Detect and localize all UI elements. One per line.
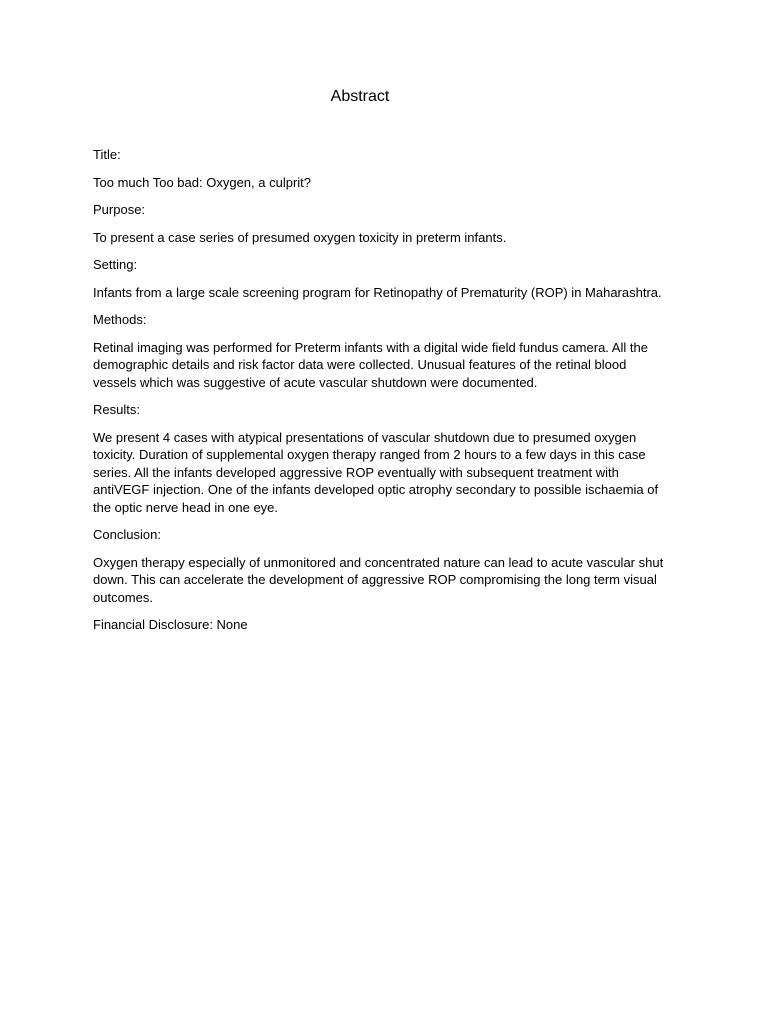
title-text: Too much Too bad: Oxygen, a culprit? [93, 174, 311, 190]
results-text: We present 4 cases with atypical presentations of vascular shutdown due to presumed oxygen toxicity. Duration of supplemental oxygen therapy ranged from 2 hours to a few days in this case series. All the infants developed aggressive ROP eventually with subsequent treatment with antiVEGF injection. One of the infants developed optic atrophy secondary to possible ischaemia of the optic nerve head in one eye. [93, 429, 659, 515]
conclusion-text: Oxygen therapy especially of unmonitored and concentrated nature can lead to acute vascular shut down. This can accelerate the development of aggressive ROP compromising the long term visual outcomes. [93, 554, 664, 605]
abstract-body [93, 146, 673, 644]
title-label: Title: [93, 147, 121, 162]
conclusion-label: Conclusion: [93, 527, 161, 542]
setting-text: Infants from a large scale screening program for Retinopathy of Prematurity (ROP) in Maharashtra. [93, 284, 662, 300]
setting-label: Setting: [93, 257, 138, 272]
purpose-label: Purpose: [93, 202, 146, 217]
purpose-text: To present a case series of presumed oxygen toxicity in preterm infants. [93, 229, 507, 245]
methods-text: Retinal imaging was performed for Preterm infants with a digital wide field fundus camera. All the demographic details and risk factor data were collected. Unusual features of the retinal blood vessels which was suggestive of acute vascular shutdown were documented. [93, 339, 648, 390]
methods-label: Methods: [93, 312, 147, 327]
results-label: Results: [93, 402, 140, 417]
abstract-heading: Abstract [330, 88, 390, 105]
financial-disclosure: Financial Disclosure: None [93, 617, 248, 632]
